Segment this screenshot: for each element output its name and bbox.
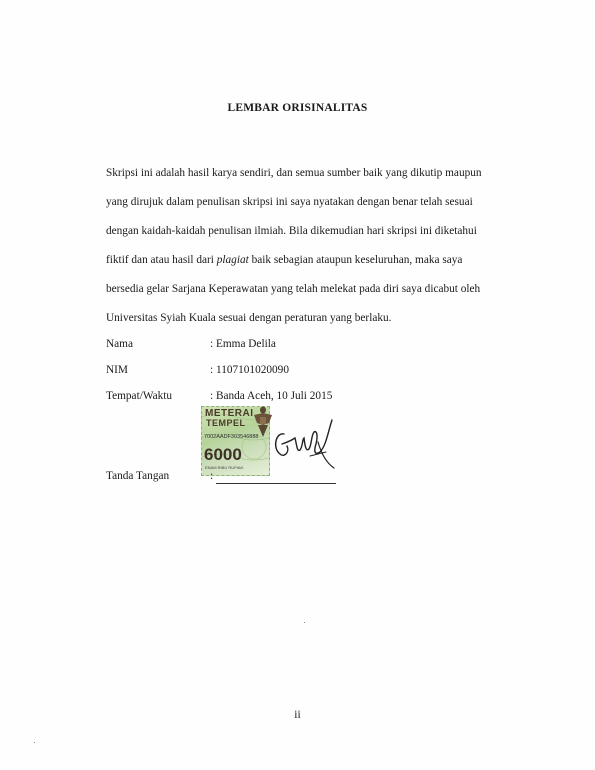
italic-term: plagiat: [216, 254, 249, 266]
declaration-paragraph: [106, 159, 524, 333]
stamp-amount: 6000: [204, 445, 242, 464]
signature-icon: [262, 412, 342, 474]
page-title: LEMBAR ORISINALITAS: [227, 102, 368, 114]
paragraph-line: Skripsi ini adalah hasil karya sendiri, dan semua sumber baik yang dikutip maupun: [106, 167, 482, 179]
paragraph-text: baik sebagian ataupun keseluruhan, maka saya: [251, 254, 463, 266]
scan-speck: [304, 622, 305, 623]
nim-label: NIM: [106, 364, 128, 376]
stamp-title: METERAI: [205, 408, 254, 419]
signature-line: [216, 483, 336, 484]
name-label: Nama: [106, 338, 133, 350]
signature-label: Tanda Tangan: [106, 470, 170, 482]
page-number: ii: [294, 709, 301, 721]
signature-colon: :: [210, 470, 214, 482]
paragraph-line: [106, 246, 524, 275]
scan-speck: [34, 742, 35, 743]
paragraph-line: bersedia gelar Sarjana Keperawatan yang telah melekat pada diri saya dicabut oleh: [106, 283, 481, 295]
name-value: : Emma Delila: [210, 338, 276, 350]
stamp-serial: 7002AADF303546888: [204, 434, 259, 440]
stamp-caption: ENAM RIBU RUPIAH: [205, 465, 244, 470]
nim-value: : 1107101020090: [210, 364, 289, 376]
place-date-value: : Banda Aceh, 10 Juli 2015: [210, 390, 333, 402]
paragraph-line: dengan kaidah-kaidah penulisan ilmiah. Bila dikemudian hari skripsi ini diketahui: [106, 225, 477, 237]
stamp-subtitle: TEMPEL: [206, 418, 246, 428]
place-date-label: Tempat/Waktu: [106, 390, 173, 402]
paragraph-text: fiktif dan atau hasil dari: [106, 254, 214, 266]
paragraph-line: Universitas Syiah Kuala sesuai dengan peraturan yang berlaku.: [106, 312, 392, 324]
paragraph-line: yang dirujuk dalam penulisan skripsi ini saya nyatakan dengan benar telah sesuai: [106, 196, 473, 208]
